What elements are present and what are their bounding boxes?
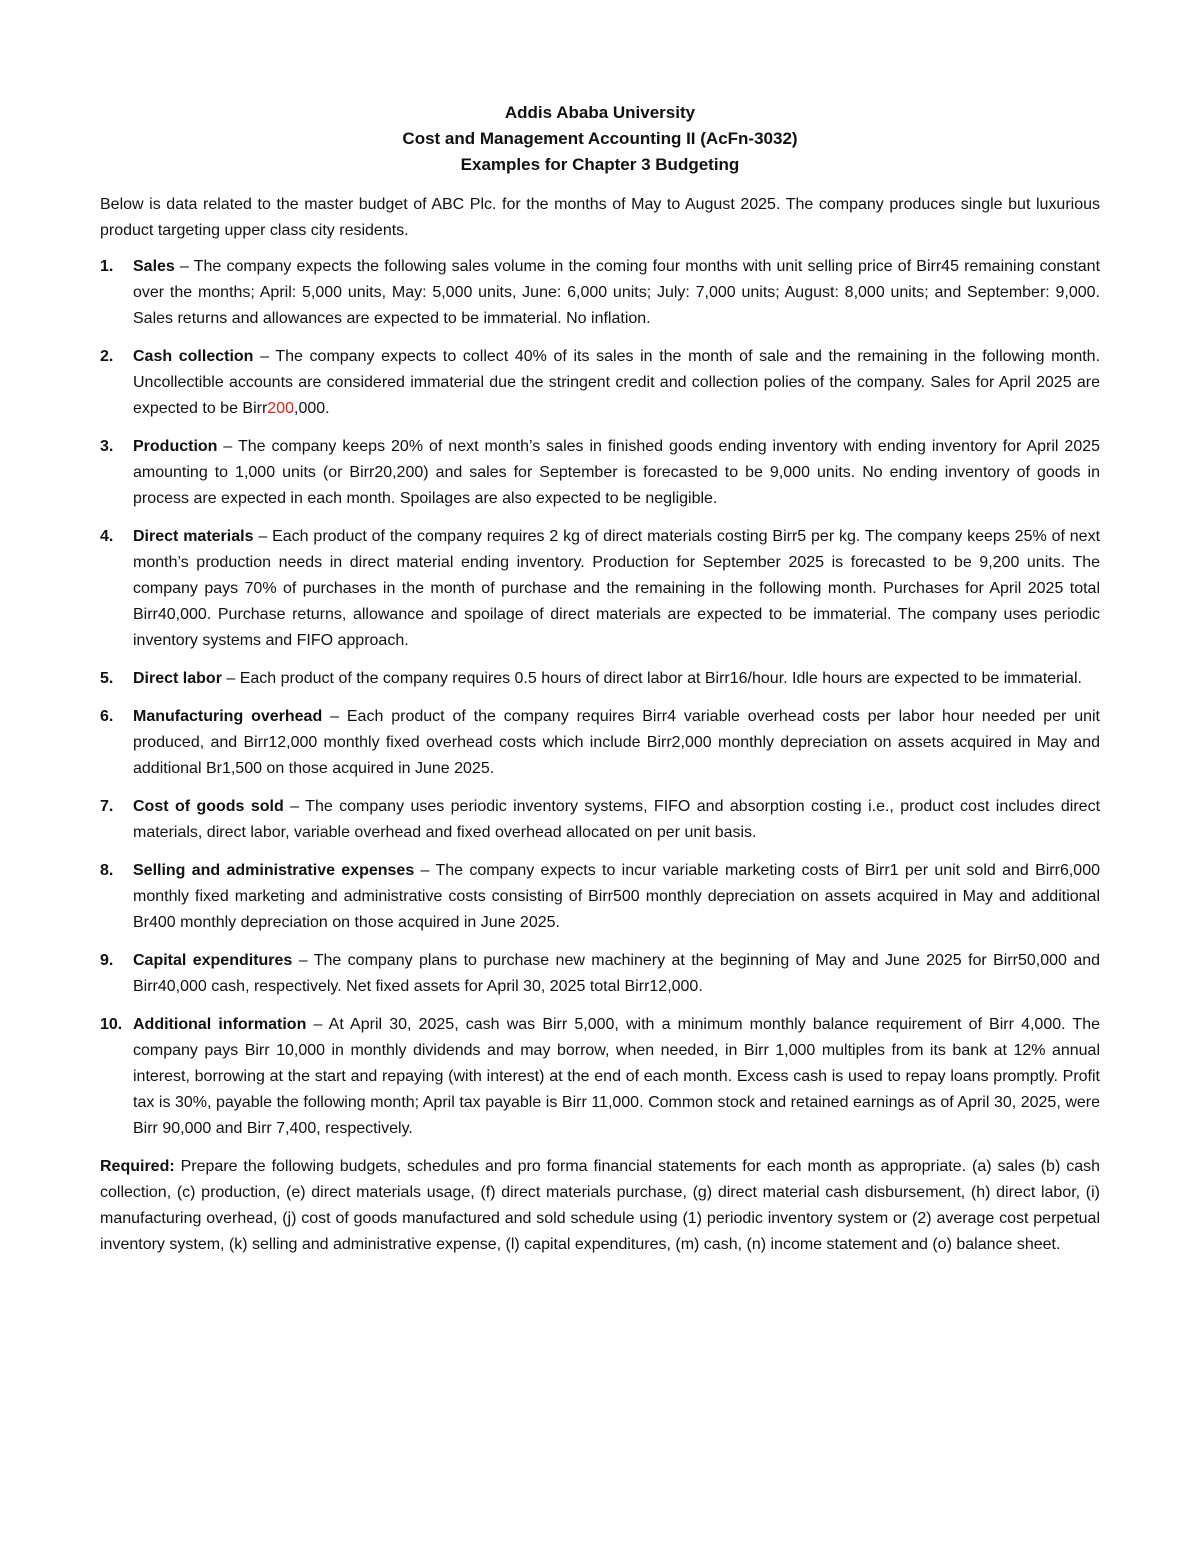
list-item-production: [100, 434, 1100, 512]
item-number: 3.: [100, 438, 114, 455]
item-title: Direct labor: [133, 670, 222, 687]
item-text: Each product of the company requires 2 kg of direct materials costing Birr5 per kg. The company keeps 25% of next month’s production needs in direct material ending inventory. Production for September 2025 is forecasted to be 9,200 units. The company pays 70% of purchases in the month of purchase and the remaining in the following month. Purchases for April 2025 total Birr40,000. Purchase returns, allowance and spoilage of direct materials are expected to be immaterial. The company uses periodic inventory systems and FIFO approach.: [133, 528, 1101, 649]
item-text: The company uses periodic inventory systems, FIFO and absorption costing i.e., product cost includes direct materials, direct labor, variable overhead and fixed overhead allocated on per unit basis.: [133, 798, 1101, 841]
item-text-end: ,000.: [294, 400, 330, 417]
university-name: Addis Ababa University: [504, 103, 696, 122]
item-text: The company expects the following sales volume in the coming four months with unit selling price of Birr45 remaining constant over the months; April: 5,000 units, May: 5,000 units, June: 6,000 units; July: 7,000 units; August: 8,000 units; and September: 9,000. Sales returns and allowances are expected to be immaterial. No inflation.: [133, 258, 1101, 327]
list-item-cash-collection: [100, 344, 1100, 422]
course-title: Cost and Management Accounting II (AcFn-3032): [402, 129, 798, 148]
item-title: Sales: [133, 258, 175, 275]
item-separator: –: [253, 348, 276, 365]
item-separator: –: [217, 438, 238, 455]
item-title: Manufacturing overhead: [133, 708, 323, 725]
item-text: The company expects to collect 40% of its sales in the month of sale and the remaining in the following month. Uncollectible accounts are considered immaterial due the stringent credit and collection polies of the company. Sales for April 2025 are expected to be Birr: [133, 348, 1101, 417]
list-item-manufacturing-overhead: [100, 704, 1100, 782]
item-title: Additional information: [133, 1016, 307, 1033]
item-title: Cost of goods sold: [133, 798, 284, 815]
item-separator: –: [306, 1016, 329, 1033]
list-item-direct-labor: [100, 666, 1100, 692]
item-number: 5.: [100, 670, 114, 687]
item-number: 10.: [100, 1016, 123, 1033]
list-item-sales: [100, 254, 1100, 332]
list-item-cost-of-goods-sold: [100, 794, 1100, 846]
required-text: Prepare the following budgets, schedules and pro forma financial statements for each month as appropriate. (a) sales (b) cash collection, (c) production, (e) direct materials usage, (f) direct materials purchase, (g) direct material cash disbursement, (h) direct labor, (i) manufacturing overhead, (j) cost of goods manufactured and sold schedule using (1) periodic inventory system or (2) average cost perpetual inventory system, (k) selling and administrative expense, (l) capital expenditures, (m) cash, (n) income statement and (o) balance sheet.: [100, 1158, 1100, 1253]
required-paragraph: [100, 1154, 1100, 1258]
item-title: Capital expenditures: [133, 952, 293, 969]
item-separator: –: [414, 862, 436, 879]
item-title: Selling and administrative expenses: [133, 862, 415, 879]
item-number: 7.: [100, 798, 114, 815]
item-text: Each product of the company requires 0.5 hours of direct labor at Birr16/hour. Idle hours are expected to be immaterial.: [239, 670, 1082, 687]
item-separator: –: [322, 708, 347, 725]
list-item-selling-admin-expenses: [100, 858, 1100, 936]
list-item-additional-information: [100, 1012, 1100, 1142]
required-label: Required:: [100, 1158, 175, 1175]
list-item-direct-materials: [100, 524, 1100, 654]
item-number: 9.: [100, 952, 114, 969]
intro-paragraph: Below is data related to the master budget of ABC Plc. for the months of May to August 2025. The company produces single but luxurious product targeting upper class city residents.: [100, 196, 1100, 239]
item-number: 2.: [100, 348, 114, 365]
item-title: Production: [133, 438, 218, 455]
item-separator: –: [221, 670, 240, 687]
item-separator: –: [292, 952, 314, 969]
item-separator: –: [253, 528, 273, 545]
item-text: At April 30, 2025, cash was Birr 5,000, with a minimum monthly balance requirement of Birr 4,000. The company pays Birr 10,000 in monthly dividends and may borrow, when needed, in Birr 1,000 multiples from its bank at 12% annual interest, borrowing at the start and repaying (with interest) at the end of each month. Excess cash is used to repay loans promptly. Profit tax is 30%, payable the following month; April tax payable is Birr 11,000. Common stock and retained earnings as of April 30, 2025, were Birr 90,000 and Birr 7,400, respectively.: [133, 1016, 1101, 1137]
item-separator: –: [174, 258, 194, 275]
item-text: The company keeps 20% of next month’s sales in finished goods ending inventory with ending inventory for April 2025 amounting to 1,000 units (or Birr20,200) and sales for September is forecasted to be 9,000 units. No ending inventory of goods in process are expected in each month. Spoilages are also expected to be negligible.: [133, 438, 1101, 507]
item-number: 4.: [100, 528, 114, 545]
item-text: The company expects to incur variable marketing costs of Birr1 per unit sold and Birr6,000 monthly fixed marketing and administrative costs consisting of Birr500 monthly depreciation on assets acquired in May and additional Br400 monthly depreciation on those acquired in June 2025.: [133, 862, 1101, 931]
list-item-capital-expenditures: [100, 948, 1100, 1000]
item-text: The company plans to purchase new machinery at the beginning of May and June 2025 for Birr50,000 and Birr40,000 cash, respectively. Net fixed assets for April 30, 2025 total Birr12,000.: [133, 952, 1101, 995]
item-text: Each product of the company requires Birr4 variable overhead costs per labor hour needed per unit produced, and Birr12,000 monthly fixed overhead costs which include Birr2,000 monthly depreciation on assets acquired in May and additional Br1,500 on those acquired in June 2025.: [133, 708, 1100, 777]
item-number: 6.: [100, 708, 114, 725]
item-separator: –: [283, 798, 306, 815]
budget-items-list: [100, 254, 1100, 1142]
document-header: [100, 100, 1100, 178]
item-title: Direct materials: [133, 528, 254, 545]
item-number: 8.: [100, 862, 114, 879]
item-number: 1.: [100, 258, 114, 275]
highlighted-amount: 200: [267, 400, 294, 417]
chapter-title: Examples for Chapter 3 Budgeting: [460, 155, 740, 174]
item-title: Cash collection: [133, 348, 254, 365]
